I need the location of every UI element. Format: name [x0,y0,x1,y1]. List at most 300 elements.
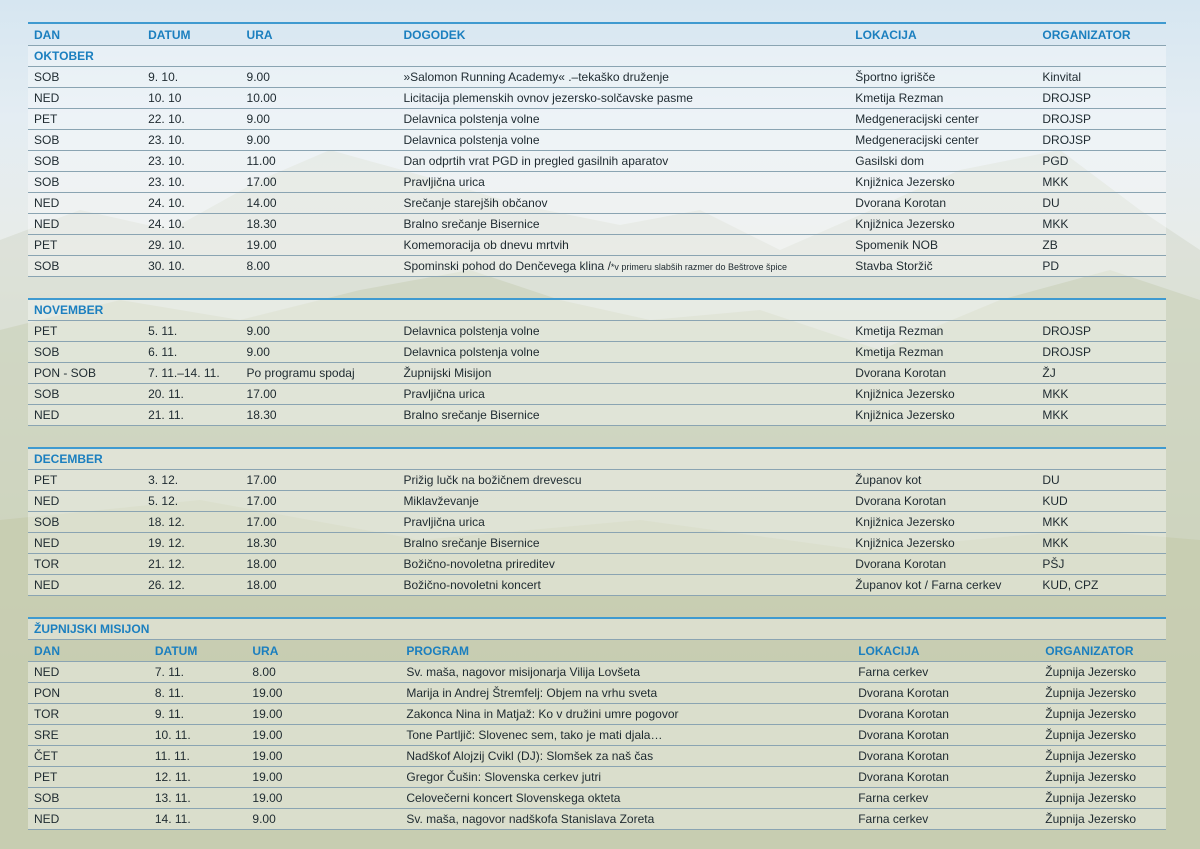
cell-datum-text: 7. 11.–14. 11. [148,366,220,380]
table-header [28,24,1166,46]
table-row [28,214,1166,235]
cell-dogodek [397,387,849,401]
cell-organizator [1036,578,1166,592]
mission-cell-program: Celovečerni koncert Slovenskega okteta [406,791,621,805]
cell-datum [142,112,240,126]
cell-ura [241,515,398,529]
cell-lokacija-text: Medgeneracijski center [855,133,979,147]
cell-ura-text: 18.00 [246,578,277,592]
cell-dan [28,494,142,508]
table-row [28,151,1166,172]
cell-dogodek [397,217,849,231]
cell-datum-text: 23. 10. [148,175,185,189]
mission-header-program: PROGRAM [406,643,470,658]
cell-dogodek-text: Božično-novoletni koncert [403,578,541,592]
cell-ura [241,70,398,84]
mission-cell-datum: 8. 11. [154,686,185,700]
cell-organizator-text: PŠJ [1042,557,1065,571]
mission-cell-lokacija: Dvorana Korotan [858,707,949,721]
cell-organizator [1036,112,1166,126]
mission-cell-dan: NED [34,812,60,826]
cell-dogodek [397,133,849,147]
section-gap [28,426,1166,447]
cell-dogodek [397,91,849,105]
table-row [28,235,1166,256]
table-row [28,405,1166,426]
cell-lokacija [849,324,1036,338]
mission-row [28,725,1166,746]
cell-dogodek [397,175,849,189]
cell-dan-text: SOB [34,70,60,84]
cell-dogodek-text: Pravljična urica [403,387,485,401]
cell-organizator [1036,91,1166,105]
cell-dan-text: NED [34,578,60,592]
cell-lokacija [849,238,1036,252]
header-dogodek: DOGODEK [403,27,466,42]
cell-organizator-text: MKK [1042,217,1069,231]
cell-dan-text: PET [34,324,58,338]
cell-ura-text: 17.00 [246,387,277,401]
cell-dogodek [397,515,849,529]
cell-lokacija-text: Dvorana Korotan [855,366,947,380]
cell-organizator [1036,473,1166,487]
table-row [28,575,1166,596]
cell-dan-text: PON - SOB [34,366,97,380]
mission-cell-dan: SOB [34,791,60,805]
mission-cell-organizator: Župnija Jezersko [1045,686,1137,700]
cell-dan [28,91,142,105]
mission-row [28,662,1166,683]
cell-dogodek-text: »Salomon Running Academy« .–tekaško druženje [403,70,669,84]
cell-organizator-text: MKK [1042,515,1069,529]
mission-cell-datum: 7. 11. [154,665,185,679]
cell-organizator [1036,238,1166,252]
mission-title: ŽUPNIJSKI MISIJON [28,619,1166,640]
cell-datum-text: 21. 11. [148,408,184,422]
cell-dogodek-text: Licitacija plemenskih ovnov jezersko-solčavske pasme [403,91,693,105]
mission-cell-organizator: Župnija Jezersko [1045,665,1137,679]
mission-cell-lokacija: Farna cerkev [858,791,929,805]
cell-organizator-text: MKK [1042,408,1069,422]
mission-cell-program: Marija in Andrej Štremfelj: Objem na vrhu sveta [406,686,658,700]
cell-ura [241,324,398,338]
cell-ura-text: 19.00 [246,238,277,252]
cell-organizator [1036,557,1166,571]
cell-dan-text: NED [34,536,60,550]
cell-datum-text: 20. 11. [148,387,184,401]
mission-cell-program: Sv. maša, nagovor misijonarja Vilija Lovšeta [406,665,641,679]
cell-datum [142,196,240,210]
mission-cell-program: Sv. maša, nagovor nadškofa Stanislava Zoreta [406,812,655,826]
header-organizator: ORGANIZATOR [1042,27,1131,42]
cell-dogodek [397,196,849,210]
cell-dan [28,387,142,401]
cell-ura [241,408,398,422]
mission-cell-organizator: Župnija Jezersko [1045,707,1137,721]
cell-lokacija-text: Medgeneracijski center [855,112,979,126]
mission-header-dan: DAN [34,643,60,658]
cell-ura-text: 14.00 [246,196,277,210]
table-row [28,193,1166,214]
cell-organizator [1036,217,1166,231]
header-dan: DAN [34,27,60,42]
cell-lokacija [849,366,1036,380]
cell-organizator [1036,345,1166,359]
cell-lokacija-text: Stavba Storžič [855,259,933,273]
cell-lokacija [849,217,1036,231]
cell-dogodek [397,408,849,422]
mission-header-lokacija: LOKACIJA [858,643,920,658]
cell-lokacija [849,408,1036,422]
cell-dan [28,196,142,210]
cell-datum-text: 21. 12. [148,557,185,571]
cell-organizator [1036,536,1166,550]
table-row [28,88,1166,109]
cell-dan [28,133,142,147]
table-row [28,363,1166,384]
event-calendar [28,22,1166,830]
cell-ura-text: 11.00 [246,154,276,168]
cell-datum [142,70,240,84]
cell-dogodek [397,366,849,380]
cell-dogodek-text: Prižig lučk na božičnem drevescu [403,473,582,487]
cell-ura-text: 17.00 [246,473,277,487]
cell-datum-text: 23. 10. [148,133,185,147]
cell-datum-text: 24. 10. [148,217,185,231]
cell-dogodek-text: Spominski pohod do Denčevega klina / [403,259,611,273]
mission-cell-datum: 12. 11. [154,770,191,784]
cell-organizator [1036,133,1166,147]
cell-organizator [1036,515,1166,529]
cell-datum-text: 30. 10. [148,259,185,273]
mission-header-ura: URA [252,643,279,658]
cell-dan [28,366,142,380]
cell-dan-text: SOB [34,259,60,273]
cell-datum-text: 19. 12. [148,536,185,550]
cell-ura [241,536,398,550]
table-row [28,67,1166,88]
cell-dogodek-text: Božično-novoletna prireditev [403,557,555,571]
cell-dogodek-text: Bralno srečanje Bisernice [403,408,540,422]
cell-ura-text: 9.00 [246,324,270,338]
cell-dogodek-text: Miklavževanje [403,494,479,508]
month-heading: DECEMBER [28,449,1166,470]
cell-lokacija-text: Knjižnica Jezersko [855,408,955,422]
mission-cell-organizator: Župnija Jezersko [1045,791,1137,805]
cell-datum [142,473,240,487]
mission-cell-lokacija: Dvorana Korotan [858,770,949,784]
mission-cell-program: Gregor Čušin: Slovenska cerkev jutri [406,770,602,784]
cell-organizator [1036,175,1166,189]
mission-row [28,809,1166,830]
mission-cell-dan: NED [34,665,60,679]
cell-lokacija-text: Knjižnica Jezersko [855,536,955,550]
cell-dan-text: SOB [34,154,60,168]
cell-lokacija [849,578,1036,592]
cell-datum-text: 18. 12. [148,515,185,529]
cell-dan [28,238,142,252]
cell-organizator [1036,324,1166,338]
cell-dogodek-text: Župnijski Misijon [403,366,492,380]
mission-cell-program: Tone Partljič: Slovenec sem, tako je mati djala… [406,728,663,742]
mission-cell-lokacija: Farna cerkev [858,665,929,679]
cell-dogodek [397,324,849,338]
cell-datum-text: 6. 11. [148,345,178,359]
cell-ura [241,238,398,252]
month-heading: OKTOBER [28,46,1166,67]
cell-ura-text: 9.00 [246,70,270,84]
table-row [28,109,1166,130]
cell-lokacija-text: Knjižnica Jezersko [855,515,955,529]
mission-header-datum: DATUM [154,643,198,658]
table-row [28,554,1166,575]
cell-organizator [1036,70,1166,84]
cell-organizator [1036,366,1166,380]
cell-dogodek [397,557,849,571]
cell-dan-text: SOB [34,175,60,189]
cell-lokacija [849,70,1036,84]
cell-dan [28,154,142,168]
mission-row [28,683,1166,704]
cell-ura [241,366,398,380]
cell-dogodek [397,154,849,168]
cell-ura [241,578,398,592]
cell-ura-text: 17.00 [246,494,277,508]
cell-dan [28,473,142,487]
cell-ura [241,345,398,359]
cell-ura [241,133,398,147]
cell-lokacija-text: Knjižnica Jezersko [855,175,955,189]
cell-lokacija [849,473,1036,487]
mission-cell-datum: 9. 11. [154,707,185,721]
cell-dan-text: SOB [34,515,60,529]
cell-organizator-text: PD [1042,259,1060,273]
cell-datum-text: 29. 10. [148,238,185,252]
cell-dogodek-text: Bralno srečanje Bisernice [403,536,540,550]
cell-ura-text: 9.00 [246,345,270,359]
cell-ura-text: 17.00 [246,175,277,189]
cell-dogodek [397,536,849,550]
cell-dan [28,175,142,189]
month-heading: NOVEMBER [28,300,1166,321]
cell-dogodek [397,70,849,84]
cell-datum [142,366,240,380]
cell-datum [142,154,240,168]
cell-datum-text: 5. 12. [148,494,179,508]
mission-cell-dan: PON [34,686,61,700]
mission-cell-organizator: Župnija Jezersko [1045,728,1137,742]
cell-lokacija [849,387,1036,401]
cell-datum [142,536,240,550]
cell-lokacija-text: Dvorana Korotan [855,557,947,571]
cell-dogodek-text: Delavnica polstenja volne [403,345,540,359]
cell-organizator [1036,154,1166,168]
cell-dan [28,345,142,359]
cell-lokacija-text: Knjižnica Jezersko [855,387,955,401]
cell-dogodek [397,238,849,252]
cell-organizator-text: DU [1042,473,1060,487]
cell-datum-text: 9. 10. [148,70,179,84]
cell-lokacija [849,494,1036,508]
mission-row [28,704,1166,725]
cell-dan [28,259,142,273]
cell-datum-text: 10. 10 [148,91,182,105]
cell-lokacija-text: Kmetija Rezman [855,324,944,338]
cell-datum-text: 22. 10. [148,112,185,126]
cell-lokacija [849,515,1036,529]
mission-cell-datum: 10. 11. [154,728,191,742]
cell-dogodek-text: Komemoracija ob dnevu mrtvih [403,238,569,252]
sections [28,46,1166,596]
cell-ura-text: 18.30 [246,408,277,422]
cell-ura [241,387,398,401]
table-row [28,130,1166,151]
mission-cell-ura: 19.00 [252,791,283,805]
section-gap [28,277,1166,298]
cell-organizator-text: PGD [1042,154,1069,168]
cell-dogodek [397,259,849,273]
cell-datum [142,557,240,571]
cell-ura [241,175,398,189]
cell-lokacija [849,91,1036,105]
mission-cell-dan: SRE [34,728,59,742]
cell-ura [241,112,398,126]
cell-organizator [1036,408,1166,422]
cell-organizator-text: ZB [1042,238,1058,252]
mission-cell-organizator: Župnija Jezersko [1045,749,1137,763]
table-row [28,512,1166,533]
cell-ura [241,217,398,231]
cell-organizator-text: Kinvital [1042,70,1082,84]
header-datum: DATUM [148,27,191,42]
cell-ura [241,557,398,571]
cell-lokacija-text: Kmetija Rezman [855,345,944,359]
cell-datum [142,259,240,273]
cell-dogodek-text: Delavnica polstenja volne [403,133,540,147]
cell-dan-text: TOR [34,557,60,571]
mission-cell-organizator: Župnija Jezersko [1045,770,1137,784]
header-lokacija: LOKACIJA [855,27,917,42]
cell-dogodek-text: Pravljična urica [403,175,485,189]
table-row [28,533,1166,554]
cell-organizator-text: DROJSP [1042,112,1092,126]
cell-ura-text: 18.30 [246,536,277,550]
cell-datum [142,387,240,401]
mission-cell-lokacija: Farna cerkev [858,812,929,826]
cell-organizator [1036,196,1166,210]
cell-dan-text: NED [34,494,60,508]
cell-lokacija-text: Spomenik NOB [855,238,938,252]
cell-organizator-text: ŽJ [1042,366,1056,380]
cell-organizator-text: DROJSP [1042,133,1092,147]
mission-cell-dan: PET [34,770,58,784]
cell-lokacija [849,112,1036,126]
cell-organizator-text: DROJSP [1042,91,1092,105]
cell-datum-text: 5. 11. [148,324,178,338]
cell-dogodek-text: Bralno srečanje Bisernice [403,217,540,231]
cell-lokacija [849,133,1036,147]
mission-cell-ura: 19.00 [252,728,283,742]
cell-organizator-text: MKK [1042,536,1069,550]
cell-dan [28,217,142,231]
cell-dan-text: NED [34,91,60,105]
table-row [28,321,1166,342]
cell-dan-text: SOB [34,133,60,147]
header-ura: URA [246,27,273,42]
cell-ura-text: Po programu spodaj [246,366,355,380]
cell-dan [28,324,142,338]
cell-lokacija-text: Gasilski dom [855,154,924,168]
cell-ura [241,91,398,105]
cell-ura [241,259,398,273]
mission-cell-ura: 19.00 [252,686,283,700]
mission-cell-lokacija: Dvorana Korotan [858,686,949,700]
mission-cell-datum: 14. 11. [154,812,191,826]
cell-dogodek-text: Delavnica polstenja volne [403,112,540,126]
cell-dan [28,578,142,592]
mission-cell-program: Zakonca Nina in Matjaž: Ko v družini umre pogovor [406,707,679,721]
cell-dan-text: SOB [34,345,60,359]
mission-cell-lokacija: Dvorana Korotan [858,728,949,742]
cell-dan-text: PET [34,473,58,487]
cell-datum-text: 26. 12. [148,578,185,592]
cell-dan [28,408,142,422]
mission-cell-ura: 9.00 [252,812,276,826]
cell-ura [241,494,398,508]
cell-dan [28,112,142,126]
mission-cell-program: Nadškof Alojzij Cvikl (DJ): Slomšek za naš čas [406,749,654,763]
cell-dan-text: NED [34,196,60,210]
mission-row [28,767,1166,788]
cell-dogodek [397,112,849,126]
cell-lokacija [849,196,1036,210]
mission-cell-ura: 19.00 [252,707,283,721]
mission-cell-dan: ČET [34,749,58,763]
cell-dan [28,557,142,571]
mission-header-organizator: ORGANIZATOR [1045,643,1134,658]
cell-lokacija-text: Dvorana Korotan [855,196,947,210]
cell-ura [241,473,398,487]
cell-dan [28,515,142,529]
cell-ura [241,154,398,168]
cell-lokacija-text: Dvorana Korotan [855,494,947,508]
cell-ura [241,196,398,210]
cell-dogodek-text: Dan odprtih vrat PGD in pregled gasilnih aparatov [403,154,669,168]
mission-rows [28,662,1166,830]
cell-datum [142,238,240,252]
cell-dogodek-text: Srečanje starejših občanov [403,196,548,210]
cell-ura-text: 9.00 [246,133,270,147]
cell-lokacija [849,259,1036,273]
cell-dan-text: PET [34,112,58,126]
mission-cell-ura: 19.00 [252,749,283,763]
cell-lokacija-text: Županov kot / Farna cerkev [855,578,1002,592]
cell-datum [142,408,240,422]
cell-lokacija-text: Športno igrišče [855,70,936,84]
cell-organizator-text: KUD, CPZ [1042,578,1099,592]
cell-dan-text: NED [34,217,60,231]
cell-datum [142,345,240,359]
cell-datum [142,133,240,147]
cell-organizator-text: MKK [1042,175,1069,189]
cell-datum [142,91,240,105]
cell-dogodek [397,494,849,508]
cell-organizator-text: DROJSP [1042,345,1092,359]
cell-dan-text: NED [34,408,60,422]
cell-ura-text: 9.00 [246,112,270,126]
cell-dogodek-text: Delavnica polstenja volne [403,324,540,338]
cell-datum [142,494,240,508]
